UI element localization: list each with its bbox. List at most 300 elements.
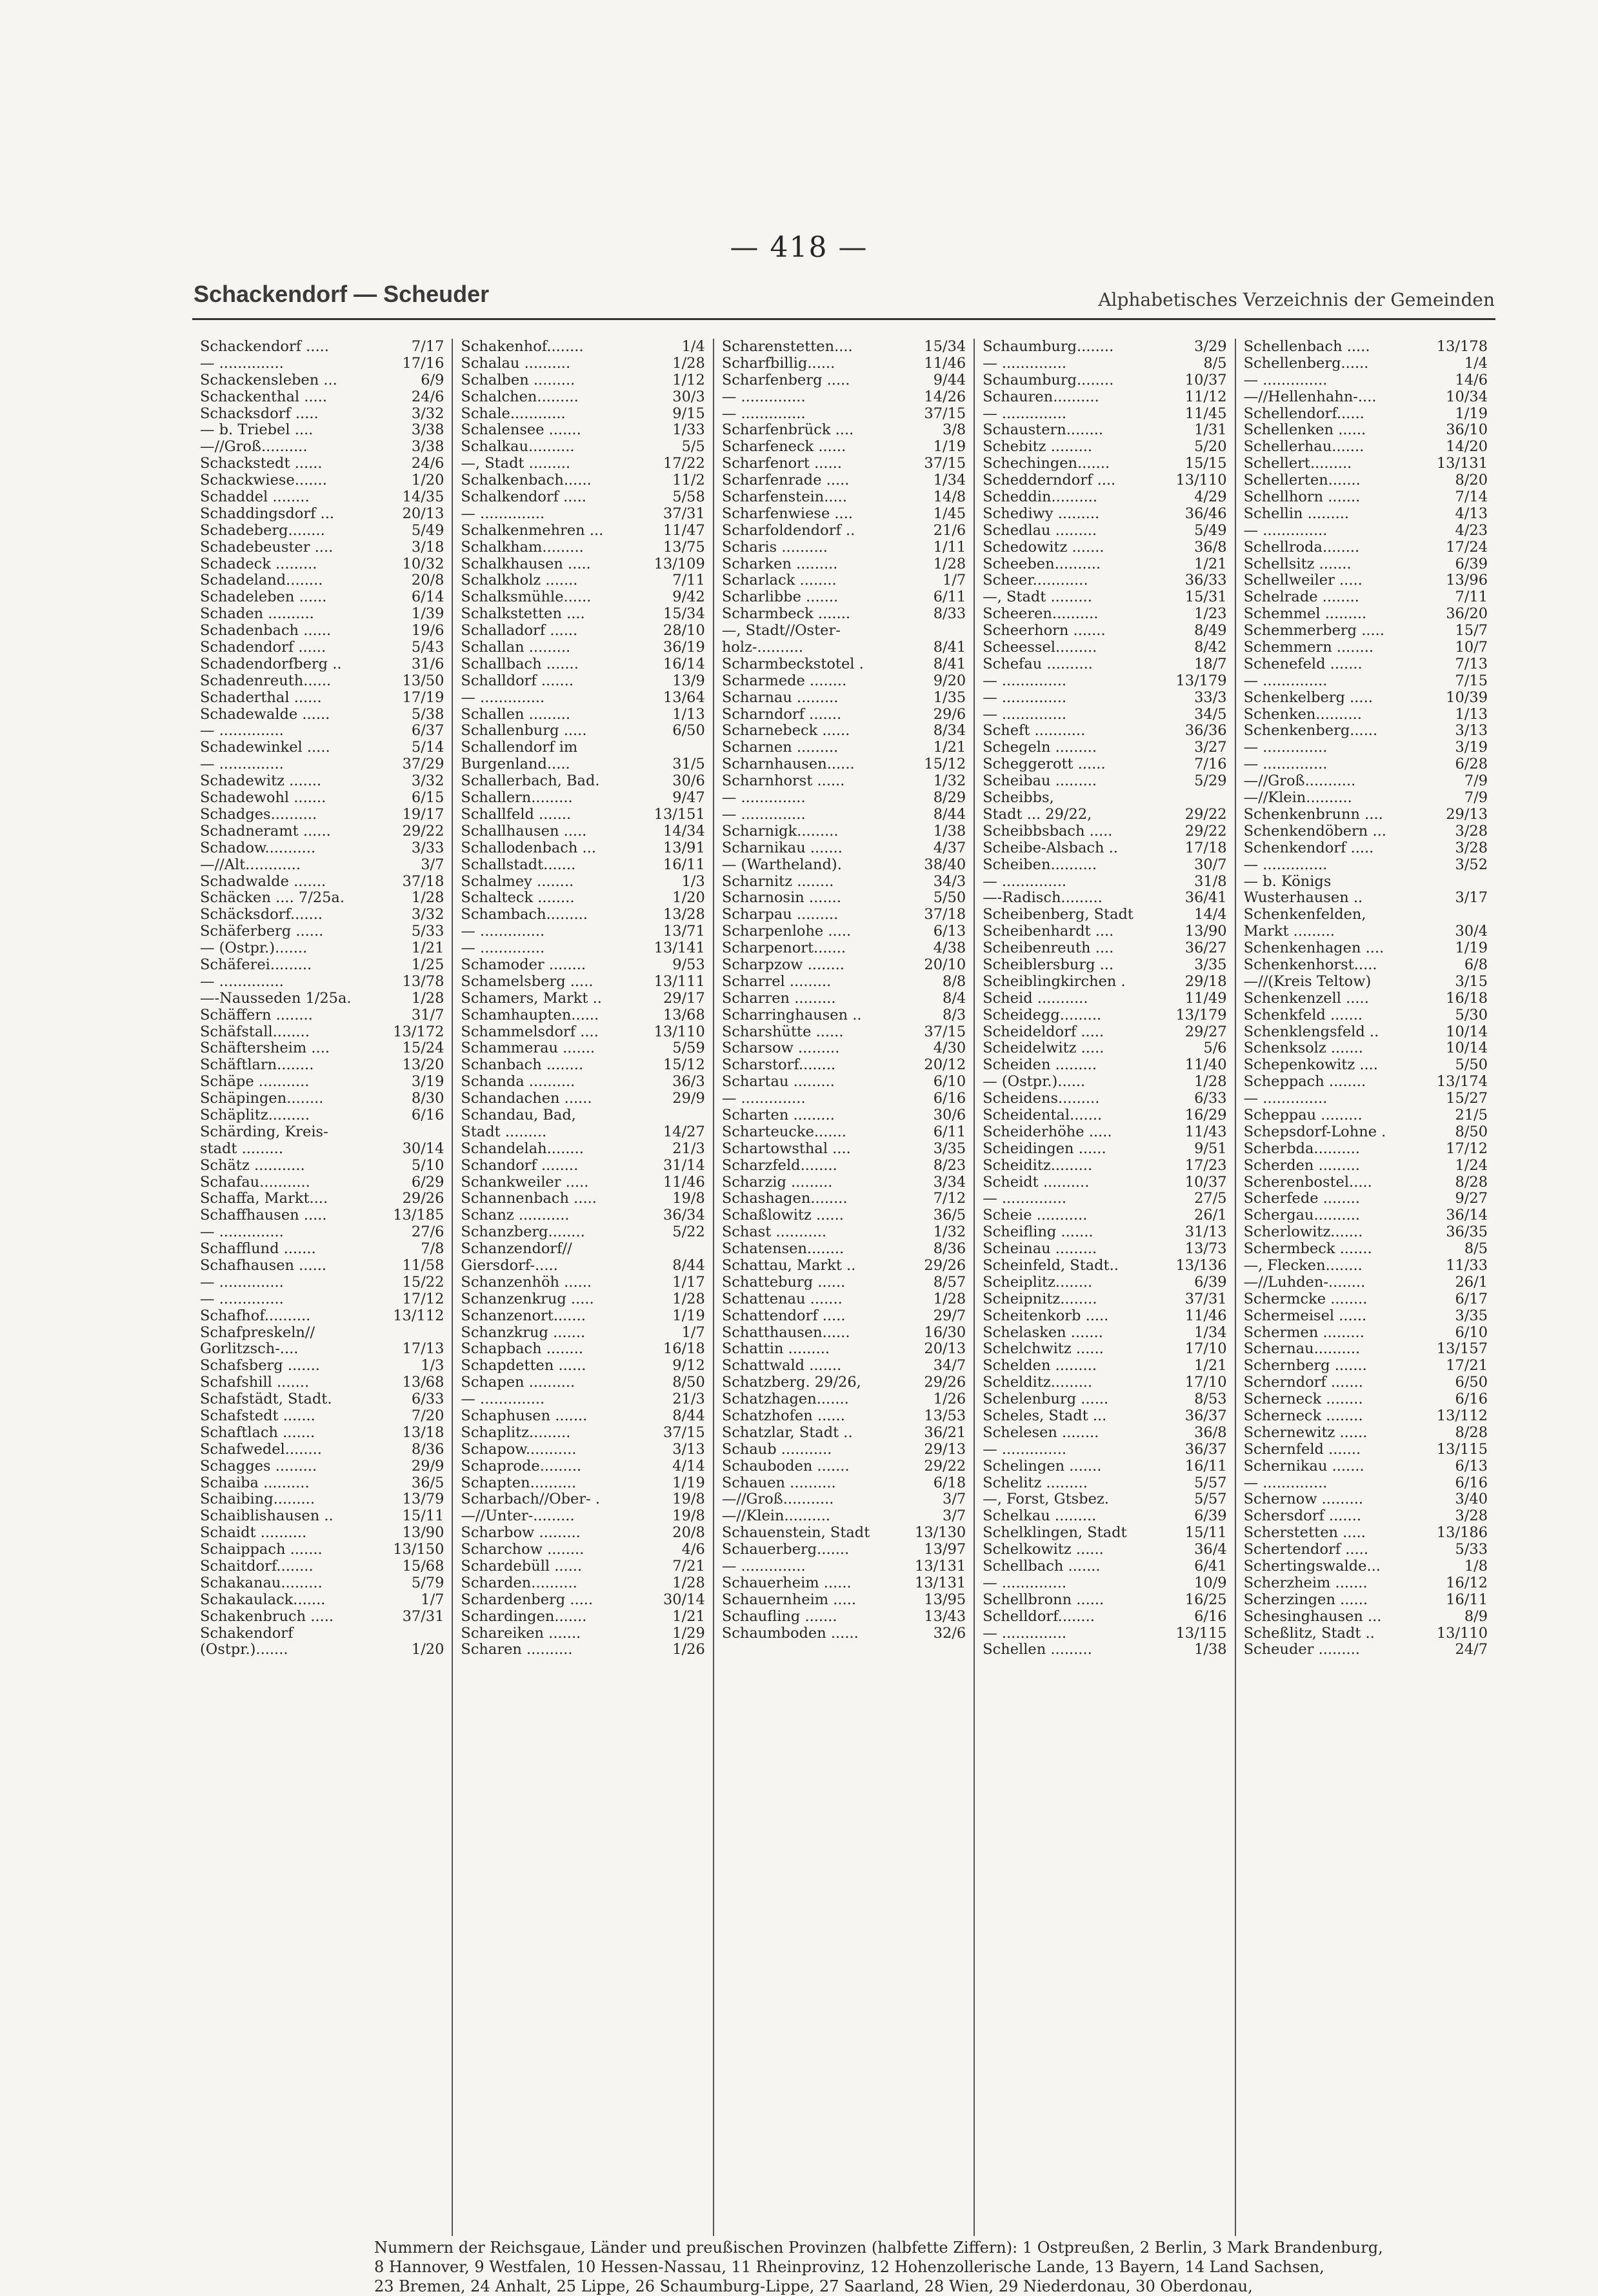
entry-reference: 17/23 [1184,1157,1227,1174]
entry-reference: 6/16 [1455,1475,1488,1491]
entry-place-name: Schellroda........ [1243,539,1360,556]
entry-reference: 6/8 [1464,956,1488,973]
index-entry [461,957,704,974]
index-entry [461,874,704,891]
entry-reference: 15/24 [402,1040,444,1057]
index-entry [983,907,1226,923]
index-entry [1244,1358,1488,1375]
entry-place-name: Scharrel ......... [721,973,832,990]
entry-reference: 1/38 [1194,1642,1227,1658]
entry-place-name: Scharnebeck ...... [721,723,850,740]
index-entry [200,1475,444,1492]
index-entry [722,790,966,807]
entry-place-name: — .............. [200,1224,284,1241]
entry-reference: 7/9 [1464,790,1488,807]
index-entry [983,773,1226,790]
entry-place-name: Scheinfeld, Stadt.. [983,1257,1119,1274]
index-entry [1244,1425,1488,1442]
entry-place-name: Schackwiese....... [200,472,327,489]
index-entry [722,773,966,790]
entry-reference: 13/68 [663,1007,705,1023]
entry-reference: 16/29 [1184,1107,1227,1123]
index-entry [461,890,704,907]
entry-place-name: Scharzig ......... [721,1174,833,1191]
index-entry [461,422,704,439]
entry-place-name: Scharpzow ........ [721,956,844,973]
entry-reference: 8/5 [1203,355,1227,372]
running-head-title: Alphabetisches Verzeichnis der Gemeinden [1098,289,1495,310]
entry-place-name: Schätz ........... [200,1157,305,1174]
index-entry [983,1525,1226,1542]
entry-reference: 13/185 [393,1207,444,1224]
entry-place-name: Schalkstetten .... [461,606,585,623]
entry-reference: 5/58 [672,489,705,506]
index-entry [1244,523,1488,539]
entry-place-name: Schadewalde ...... [200,706,330,723]
index-entry [722,439,966,456]
index-entry [983,1241,1226,1258]
index-entry [200,1224,444,1241]
entry-reference: 6/39 [1455,556,1488,572]
entry-reference: 16/12 [1446,1575,1488,1591]
index-entry [722,1040,966,1057]
entry-reference: 13/73 [1184,1241,1227,1258]
entry-place-name: Schenkenzell ..... [1243,990,1369,1007]
entry-reference: 7/13 [1455,656,1488,672]
entry-reference: 13/53 [924,1408,966,1424]
entry-place-name: Scheifling ....... [983,1224,1094,1241]
running-head-range: Schackendorf — Scheuder [194,281,490,307]
entry-reference: 4/29 [1194,489,1227,506]
index-entry [200,1057,444,1074]
entry-reference: 5/50 [1455,1057,1488,1074]
entry-reference: 9/20 [933,672,966,689]
index-entry [1244,422,1488,439]
entry-place-name: Schalensee ....... [461,422,581,439]
entry-place-name: Schammerau ....... [461,1040,595,1057]
entry-place-name: Scherneck ........ [1243,1408,1363,1424]
entry-reference: 8/36 [411,1441,444,1458]
entry-place-name: Schellweiler ..... [1243,572,1363,589]
index-entry [200,1291,444,1308]
entry-place-name: — .............. [461,1391,545,1408]
entry-reference: 9/15 [672,405,705,422]
entry-place-name: Scheipnitz........ [983,1291,1097,1307]
entry-place-name: Schellenbach ..... [1243,339,1370,355]
index-entry [461,606,704,623]
entry-place-name: —//(Kreis Teltow) [1243,973,1372,990]
entry-place-name: Scheidt .......... [983,1174,1090,1191]
entry-place-name: Scharfoldendorf .. [721,522,855,539]
index-entry [1244,1325,1488,1342]
entry-place-name: Schaibing......... [200,1491,315,1508]
entry-reference: 36/34 [663,1207,705,1224]
entry-reference: 29/6 [933,706,966,723]
entry-reference: 13/150 [393,1542,444,1558]
entry-place-name: Schaufling ....... [721,1608,837,1625]
entry-reference: 15/12 [924,756,966,773]
entry-place-name: Scharpau ......... [721,907,839,923]
entry-place-name: — .............. [200,355,284,372]
index-entry [722,406,966,423]
entry-reference: 8/53 [1194,1391,1227,1408]
entry-place-name: Schellenken ...... [1243,422,1366,439]
index-entry [461,1558,704,1575]
index-entry [722,623,966,639]
index-entry [983,1057,1226,1074]
entry-reference: 1/7 [943,572,966,589]
entry-reference: 3/38 [411,422,444,439]
entry-place-name: — .............. [461,923,545,940]
entry-place-name: Schaumboden ...... [721,1625,859,1642]
entry-place-name: — .............. [721,806,806,823]
entry-reference: 13/68 [402,1375,444,1391]
entry-place-name: Schattwald ....... [721,1358,842,1375]
index-entry [461,1592,704,1609]
index-entry [1244,1274,1488,1291]
index-entry [722,1475,966,1492]
index-entry [461,656,704,673]
entry-reference: 13/186 [1436,1525,1488,1542]
entry-reference: 10/37 [1184,372,1227,388]
entry-reference: 36/37 [1184,1408,1227,1424]
entry-reference: 3/35 [1455,1307,1488,1324]
entry-reference: 3/38 [411,439,444,456]
index-entry [722,890,966,907]
index-entry [722,1609,966,1626]
index-entry [200,1007,444,1024]
entry-place-name: Schedderndorf .... [983,472,1116,489]
entry-reference: 8/4 [943,990,966,1007]
entry-reference: 1/28 [411,990,444,1007]
entry-reference: 6/16 [411,1107,444,1123]
entry-place-name: Schenkenberg...... [1243,723,1378,740]
index-entry [983,1442,1226,1458]
entry-place-name: Scheiplitz........ [983,1274,1093,1291]
entry-place-name: Scharnikau ....... [721,840,843,856]
index-entry [200,589,444,606]
entry-reference: 36/19 [663,639,705,656]
entry-place-name: Schardingen....... [461,1608,587,1625]
entry-place-name: — .............. [1243,756,1328,773]
index-entry [461,1458,704,1475]
index-entry [1244,857,1488,874]
entry-reference: 13/112 [393,1307,444,1324]
entry-place-name: Schalkendorf ..... [461,489,586,506]
index-entry [200,1107,444,1124]
entry-reference: 36/27 [1184,940,1227,957]
entry-place-name: Schepsdorf-Lohne . [1243,1123,1386,1140]
entry-place-name: Schadeland........ [200,572,323,589]
entry-place-name: Scharfenberg ..... [721,372,850,388]
entry-place-name: Schallfeld ....... [461,806,572,823]
index-entry [200,823,444,840]
index-entry [461,1491,704,1508]
entry-reference: 4/38 [933,940,966,957]
entry-reference: 6/13 [1455,1458,1488,1475]
entry-place-name: Scharchow ........ [461,1542,584,1558]
entry-place-name: Schallhausen ..... [461,823,587,840]
index-entry [1244,991,1488,1007]
entry-reference: 3/7 [943,1491,966,1508]
entry-place-name: Scheiblersburg ... [983,956,1114,973]
entry-place-name: Schadwalde ....... [200,873,326,890]
entry-reference: 6/17 [1455,1291,1488,1307]
entry-place-name: Schadneramt ...... [200,823,331,840]
index-entry [200,572,444,589]
entry-place-name: Scherbda.......... [1243,1140,1360,1157]
index-entry [722,1626,966,1642]
entry-place-name: Schafflund ....... [200,1241,316,1258]
entry-place-name: Scharteucke....... [721,1123,846,1140]
index-entry [1244,874,1488,891]
entry-reference: 13/79 [402,1491,444,1508]
index-entry [200,1241,444,1258]
index-entry [1244,572,1488,589]
index-entry [722,472,966,489]
entry-place-name: Schafhausen ...... [200,1257,327,1274]
index-entry [200,874,444,891]
index-entry [461,439,704,456]
index-entry [200,639,444,656]
entry-place-name: Schelchwitz ...... [983,1341,1104,1358]
index-entry [461,1575,704,1592]
index-entry [461,974,704,991]
index-entry [722,1408,966,1425]
index-entry [1244,606,1488,623]
entry-place-name: Scheessel......... [983,639,1097,656]
index-entry [461,1375,704,1391]
index-entry [722,991,966,1007]
entry-reference: 1/17 [672,1274,705,1291]
entry-place-name: Schelenburg ...... [983,1391,1109,1408]
index-entry [1244,1074,1488,1091]
entry-reference: 37/15 [924,405,966,422]
index-entry [1244,456,1488,472]
entry-reference: 29/13 [1446,806,1488,823]
entry-reference: 31/6 [411,656,444,672]
entry-reference: 13/50 [402,672,444,689]
entry-reference: 1/35 [933,689,966,706]
entry-place-name: Schepenkowitz .... [1243,1057,1378,1074]
entry-reference: 15/27 [1446,1091,1488,1107]
index-entry [461,1642,704,1658]
entry-reference: 30/6 [672,773,705,790]
index-entry [983,589,1226,606]
entry-reference: 17/24 [1446,539,1488,556]
entry-place-name: Scheiditz......... [983,1157,1093,1174]
entry-place-name: Schenklengsfeld .. [1243,1023,1379,1040]
entry-place-name: Schadewinkel ..... [200,740,330,756]
entry-reference: 15/34 [924,339,966,355]
entry-reference: 10/39 [1446,689,1488,706]
index-entry [1244,1491,1488,1508]
index-entry [1244,1174,1488,1191]
index-entry [461,1207,704,1224]
index-entry [1244,1642,1488,1658]
entry-reference: 5/49 [411,522,444,539]
entry-place-name: Schadendorfberg .. [200,656,342,672]
entry-reference: 3/32 [411,773,444,790]
entry-place-name: Schaddel ........ [200,489,310,506]
entry-place-name: — .............. [721,790,806,807]
index-entry [461,506,704,523]
entry-reference: 5/14 [411,740,444,756]
entry-reference: 15/11 [1184,1525,1227,1542]
entry-place-name: Scherlowitz....... [1243,1224,1363,1241]
entry-reference: 20/10 [924,956,966,973]
entry-reference: 15/22 [402,1274,444,1291]
entry-place-name: Schellerhau....... [1243,439,1364,456]
entry-reference: 9/27 [1455,1191,1488,1207]
index-column-5 [1236,339,1495,2236]
entry-place-name: — .............. [721,1558,806,1575]
index-entry [983,1609,1226,1626]
entry-place-name: Schagges ......... [200,1458,317,1475]
entry-reference: 29/9 [672,1091,705,1107]
entry-place-name: Schacksdorf ..... [200,405,319,422]
entry-place-name: Schärding, Kreis- [200,1123,328,1140]
entry-reference: 36/46 [1184,505,1227,522]
entry-reference: 14/26 [924,388,966,405]
entry-place-name: Scharlibbe ....... [721,589,839,606]
entry-place-name: Schakendorf [200,1625,294,1642]
index-entry [983,1091,1226,1107]
index-entry [200,1040,444,1057]
entry-place-name: Scheft ........... [983,723,1086,740]
entry-place-name: Schaidt .......... [200,1525,307,1542]
entry-reference: 31/7 [411,1007,444,1023]
entry-place-name: Schenkenbrunn .... [1243,806,1383,823]
entry-reference: 36/5 [933,1207,966,1224]
index-entry [1244,356,1488,372]
entry-reference: 1/4 [681,339,705,355]
entry-reference: 9/44 [933,372,966,388]
entry-reference: 8/34 [933,723,966,740]
entry-place-name: Schalkham......... [461,539,584,556]
index-entry [461,1040,704,1057]
entry-place-name: — .............. [983,405,1067,422]
index-entry [200,339,444,356]
index-entry [722,656,966,673]
entry-place-name: Schapen .......... [461,1375,575,1391]
index-entry [983,1558,1226,1575]
entry-place-name: Schallen ......... [461,706,571,723]
entry-reference: 24/6 [411,456,444,472]
index-entry [200,890,444,907]
index-entry [722,523,966,539]
entry-reference: 13/20 [402,1057,444,1074]
entry-reference: 29/22 [924,1458,966,1475]
index-entry [722,1458,966,1475]
index-entry [461,623,704,639]
index-entry [461,1024,704,1041]
entry-place-name: Scharden.......... [461,1575,577,1591]
entry-place-name: — .............. [1243,522,1328,539]
index-entry [461,639,704,656]
entry-reference: 3/7 [943,1508,966,1525]
index-entry [983,1040,1226,1057]
index-entry [983,606,1226,623]
index-entry [1244,623,1488,639]
entry-place-name: Scheid ........... [983,990,1088,1007]
entry-reference: 1/12 [672,372,705,388]
entry-place-name: Schemmern ........ [1243,639,1374,656]
entry-reference: 6/9 [421,372,444,388]
index-entry [200,439,444,456]
index-entry [983,439,1226,456]
entry-place-name: Schadeck ......... [200,556,317,572]
entry-reference: 29/18 [1184,973,1227,990]
entry-place-name: Schartowsthal .... [721,1140,851,1157]
index-entry [200,1458,444,1475]
entry-reference: 20/13 [924,1341,966,1358]
entry-place-name: Schanz ........... [461,1207,570,1224]
index-entry [1244,1040,1488,1057]
entry-reference: 29/26 [402,1191,444,1207]
entry-place-name: Scharfenrade ..... [721,472,850,489]
index-entry [983,1024,1226,1041]
entry-place-name: — .............. [983,689,1067,706]
index-entry [200,623,444,639]
index-entry [722,639,966,656]
index-entry [983,1007,1226,1024]
entry-reference: 36/35 [1446,1224,1488,1241]
index-entry [1244,506,1488,523]
entry-reference: 13/179 [1175,672,1227,689]
index-columns [192,339,1495,2236]
index-entry [983,1141,1226,1158]
entry-reference: 9/42 [672,589,705,606]
entry-place-name: —//Groß........... [1243,773,1356,790]
entry-place-name: Schafstädt, Stadt. [200,1391,332,1408]
entry-place-name: — b. Königs [1243,873,1332,890]
entry-reference: 6/13 [933,923,966,940]
index-entry [722,456,966,472]
entry-reference: 1/21 [411,940,444,957]
entry-place-name: Schemmerberg ..... [1243,623,1384,639]
entry-place-name: Schadeleben ...... [200,589,327,606]
entry-reference: 17/10 [1184,1375,1227,1391]
entry-reference: 13/97 [924,1542,966,1558]
index-entry [1244,1508,1488,1525]
index-entry [722,1107,966,1124]
entry-reference: 3/32 [411,907,444,923]
entry-place-name: Scheiderhöhe ..... [983,1123,1112,1140]
index-entry [983,1491,1226,1508]
entry-place-name: Schallendorf im [461,740,578,756]
entry-place-name: Giersdorf-..... [461,1257,558,1274]
index-entry [1244,723,1488,740]
entry-place-name: Schalkholz ....... [461,572,578,589]
entry-reference: 36/8 [1194,539,1227,556]
entry-reference: 13/178 [1436,339,1488,355]
index-entry [461,556,704,573]
entry-place-name: Schackendorf ..... [200,339,329,355]
entry-place-name: Schaffhausen ..... [200,1207,327,1224]
index-entry [200,790,444,807]
index-entry [722,1007,966,1024]
entry-place-name: Scherndorf ....... [1243,1375,1363,1391]
entry-reference: 10/9 [1194,1575,1227,1591]
entry-place-name: Schapow........... [461,1441,577,1458]
entry-reference: 5/5 [681,439,705,456]
entry-reference: 4/23 [1455,522,1488,539]
index-entry [200,707,444,723]
index-entry [1244,707,1488,723]
entry-reference: 7/12 [933,1191,966,1207]
index-entry [983,1425,1226,1442]
